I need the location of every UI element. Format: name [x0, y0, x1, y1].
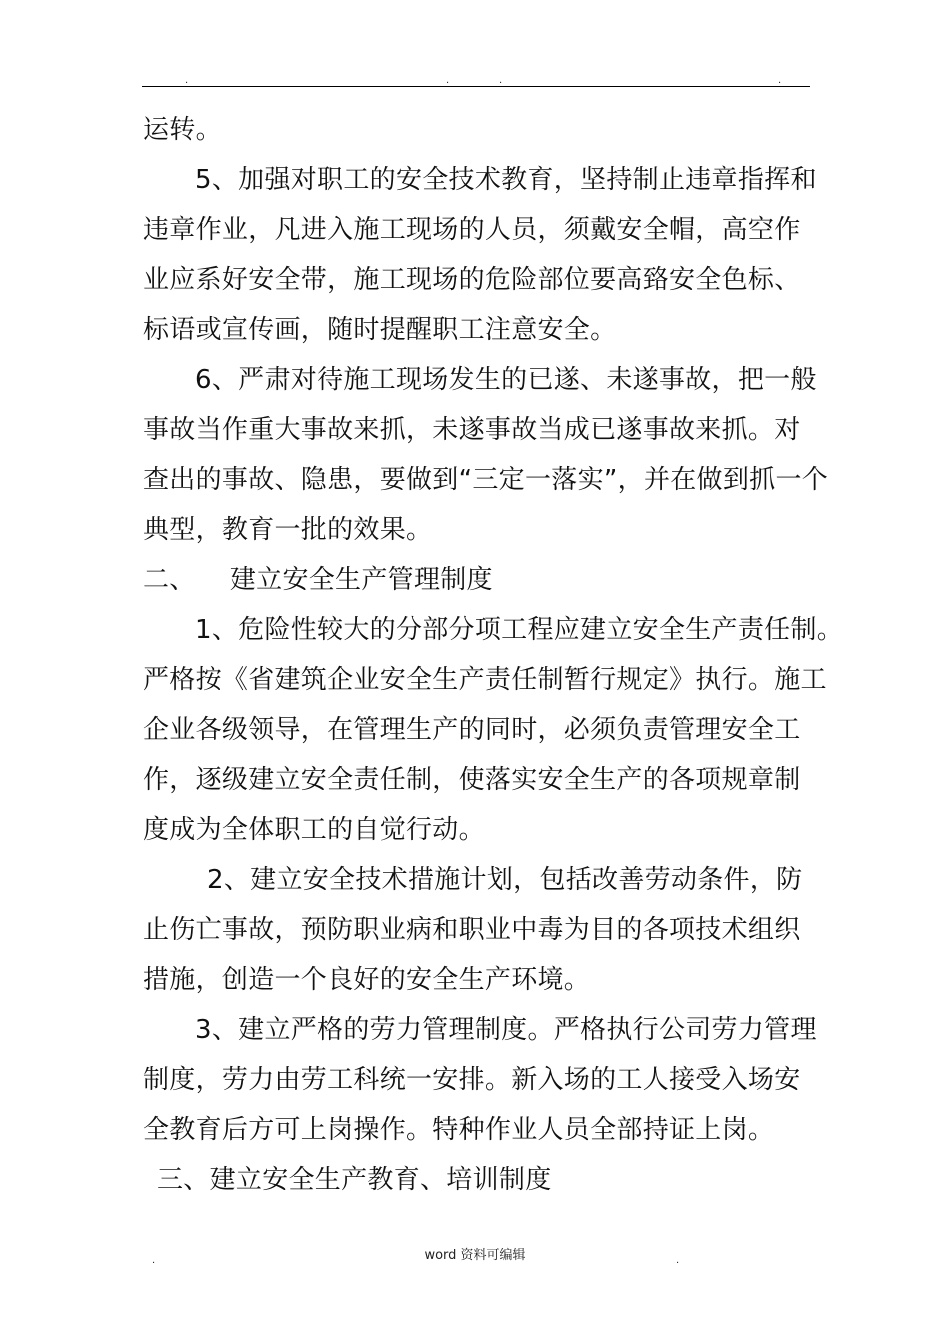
footer-dot: .	[152, 1255, 156, 1266]
text-line: 标语或宣传画，随时提醒职工注意安全。	[143, 315, 617, 345]
paragraph-item-6: 6、严肃对待施工现场发生的已遂、未遂事故，把一般	[195, 365, 817, 395]
paragraph-item-5: 5、加强对职工的安全技术教育，坚持制止违章指挥和	[195, 165, 817, 195]
header-dot: .	[446, 75, 450, 86]
text-line: 作，逐级建立安全责任制，使落实安全生产的各项规章制	[143, 765, 801, 795]
text-line: 查出的事故、隐患，要做到“三定一落实”，并在做到抓一个	[143, 465, 829, 495]
text-line: 严格按《省建筑企业安全生产责任制暂行规定》执行。施工	[143, 665, 827, 695]
text-line: 典型，教育一批的效果。	[143, 515, 433, 545]
footer-dot: .	[676, 1255, 680, 1266]
text-line: 违章作业，凡进入施工现场的人员，须戴安全帽，高空作	[143, 215, 801, 245]
header-dot: .	[778, 75, 782, 86]
paragraph-item-2: 2、建立安全技术措施计划，包括改善劳动条件，防	[207, 865, 803, 895]
paragraph-item-3: 3、建立严格的劳力管理制度。严格执行公司劳力管理	[195, 1015, 817, 1045]
text-line: 措施，创造一个良好的安全生产环境。	[143, 965, 591, 995]
footer-text: word 资料可编辑	[424, 1248, 526, 1263]
text-line: 运转。	[143, 115, 222, 145]
text-line: 企业各级领导，在管理生产的同时，必须负责管理安全工	[143, 715, 801, 745]
text-line: 度成为全体职工的自觉行动。	[143, 815, 485, 845]
section-heading-3: 三、建立安全生产教育、培训制度	[157, 1165, 552, 1195]
text-line: 制度，劳力由劳工科统一安排。新入场的工人接受入场安	[143, 1065, 801, 1095]
header-rule	[142, 86, 810, 87]
text-line: 事故当作重大事故来抓，未遂事故当成已遂事故来抓。对	[143, 415, 801, 445]
text-line: 全教育后方可上岗操作。特种作业人员全部持证上岗。	[143, 1115, 775, 1145]
text-line: 止伤亡事故，预防职业病和职业中毒为目的各项技术组织	[143, 915, 801, 945]
text-line: 业应系好安全带，施工现场的危险部位要高臵安全色标、	[143, 265, 801, 295]
header-dot: .	[185, 75, 189, 86]
section-heading-2: 二、 建立安全生产管理制度	[143, 565, 493, 595]
paragraph-item-1: 1、危险性较大的分部分项工程应建立安全生产责任制。	[195, 615, 844, 645]
header-dot: .	[499, 75, 503, 86]
